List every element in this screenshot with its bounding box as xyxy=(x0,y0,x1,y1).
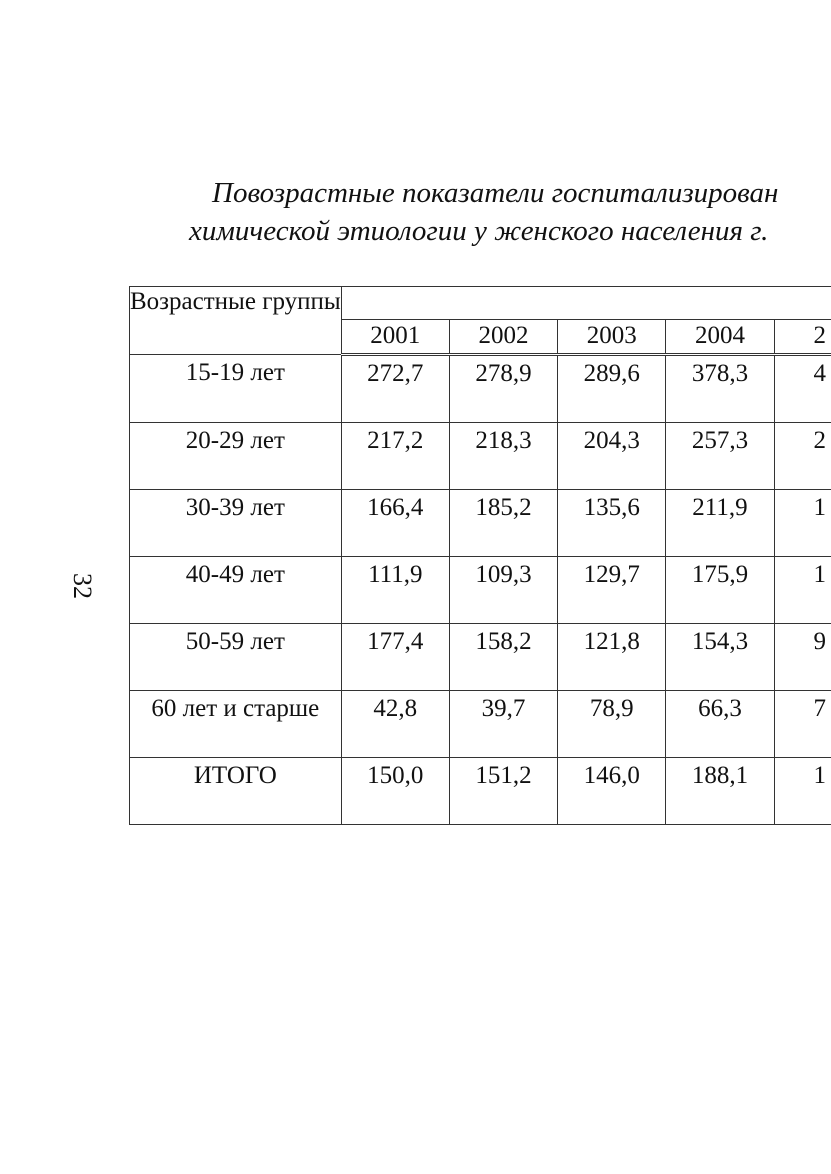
value-cell: 66,3 xyxy=(666,691,774,758)
value-cell: 7 xyxy=(774,691,831,758)
table-row xyxy=(130,490,831,557)
value-cell: 217,2 xyxy=(341,423,449,490)
value-cell: 177,4 xyxy=(341,624,449,691)
document-title-line-2: химической этиологии у женского населения г. xyxy=(189,215,769,247)
table-row xyxy=(130,423,831,490)
value-cell: 185,2 xyxy=(449,490,557,557)
value-cell: 42,8 xyxy=(341,691,449,758)
value-cell: 278,9 xyxy=(449,355,557,423)
table-row xyxy=(130,557,831,624)
value-cell: 121,8 xyxy=(558,624,666,691)
document-title-line-1: Повозрастные показатели госпитализирован xyxy=(212,177,779,209)
years-group-header xyxy=(341,287,831,320)
year-header: 2 xyxy=(774,320,831,355)
year-header: 2002 xyxy=(449,320,557,355)
value-cell: 272,7 xyxy=(341,355,449,423)
age-group-cell: 60 лет и старше xyxy=(130,691,342,758)
table-row xyxy=(130,624,831,691)
value-cell: 135,6 xyxy=(558,490,666,557)
year-header: 2004 xyxy=(666,320,774,355)
value-cell: 158,2 xyxy=(449,624,557,691)
value-cell: 175,9 xyxy=(666,557,774,624)
value-cell: 257,3 xyxy=(666,423,774,490)
value-cell: 111,9 xyxy=(341,557,449,624)
age-group-cell: 30-39 лет xyxy=(130,490,342,557)
value-cell: 146,0 xyxy=(558,758,666,825)
table-row xyxy=(130,691,831,758)
value-cell: 154,3 xyxy=(666,624,774,691)
value-cell: 204,3 xyxy=(558,423,666,490)
value-cell: 1 xyxy=(774,490,831,557)
value-cell: 150,0 xyxy=(341,758,449,825)
table-row-total xyxy=(130,758,831,825)
age-group-cell: 50-59 лет xyxy=(130,624,342,691)
hospitalization-table xyxy=(129,286,831,825)
total-label-cell: ИТОГО xyxy=(130,758,342,825)
value-cell: 4 xyxy=(774,355,831,423)
age-group-cell: 15-19 лет xyxy=(130,355,342,423)
value-cell: 1 xyxy=(774,758,831,825)
table-row xyxy=(130,355,831,423)
age-group-cell: 20-29 лет xyxy=(130,423,342,490)
age-group-cell: 40-49 лет xyxy=(130,557,342,624)
age-group-header: Возрастные группы xyxy=(130,287,342,355)
value-cell: 166,4 xyxy=(341,490,449,557)
value-cell: 151,2 xyxy=(449,758,557,825)
value-cell: 2 xyxy=(774,423,831,490)
value-cell: 1 xyxy=(774,557,831,624)
value-cell: 109,3 xyxy=(449,557,557,624)
value-cell: 211,9 xyxy=(666,490,774,557)
page-number: 32 xyxy=(68,573,97,599)
table-header-row xyxy=(130,287,831,320)
year-header: 2001 xyxy=(341,320,449,355)
value-cell: 78,9 xyxy=(558,691,666,758)
value-cell: 289,6 xyxy=(558,355,666,423)
value-cell: 218,3 xyxy=(449,423,557,490)
value-cell: 188,1 xyxy=(666,758,774,825)
year-header: 2003 xyxy=(558,320,666,355)
value-cell: 9 xyxy=(774,624,831,691)
value-cell: 129,7 xyxy=(558,557,666,624)
value-cell: 378,3 xyxy=(666,355,774,423)
value-cell: 39,7 xyxy=(449,691,557,758)
